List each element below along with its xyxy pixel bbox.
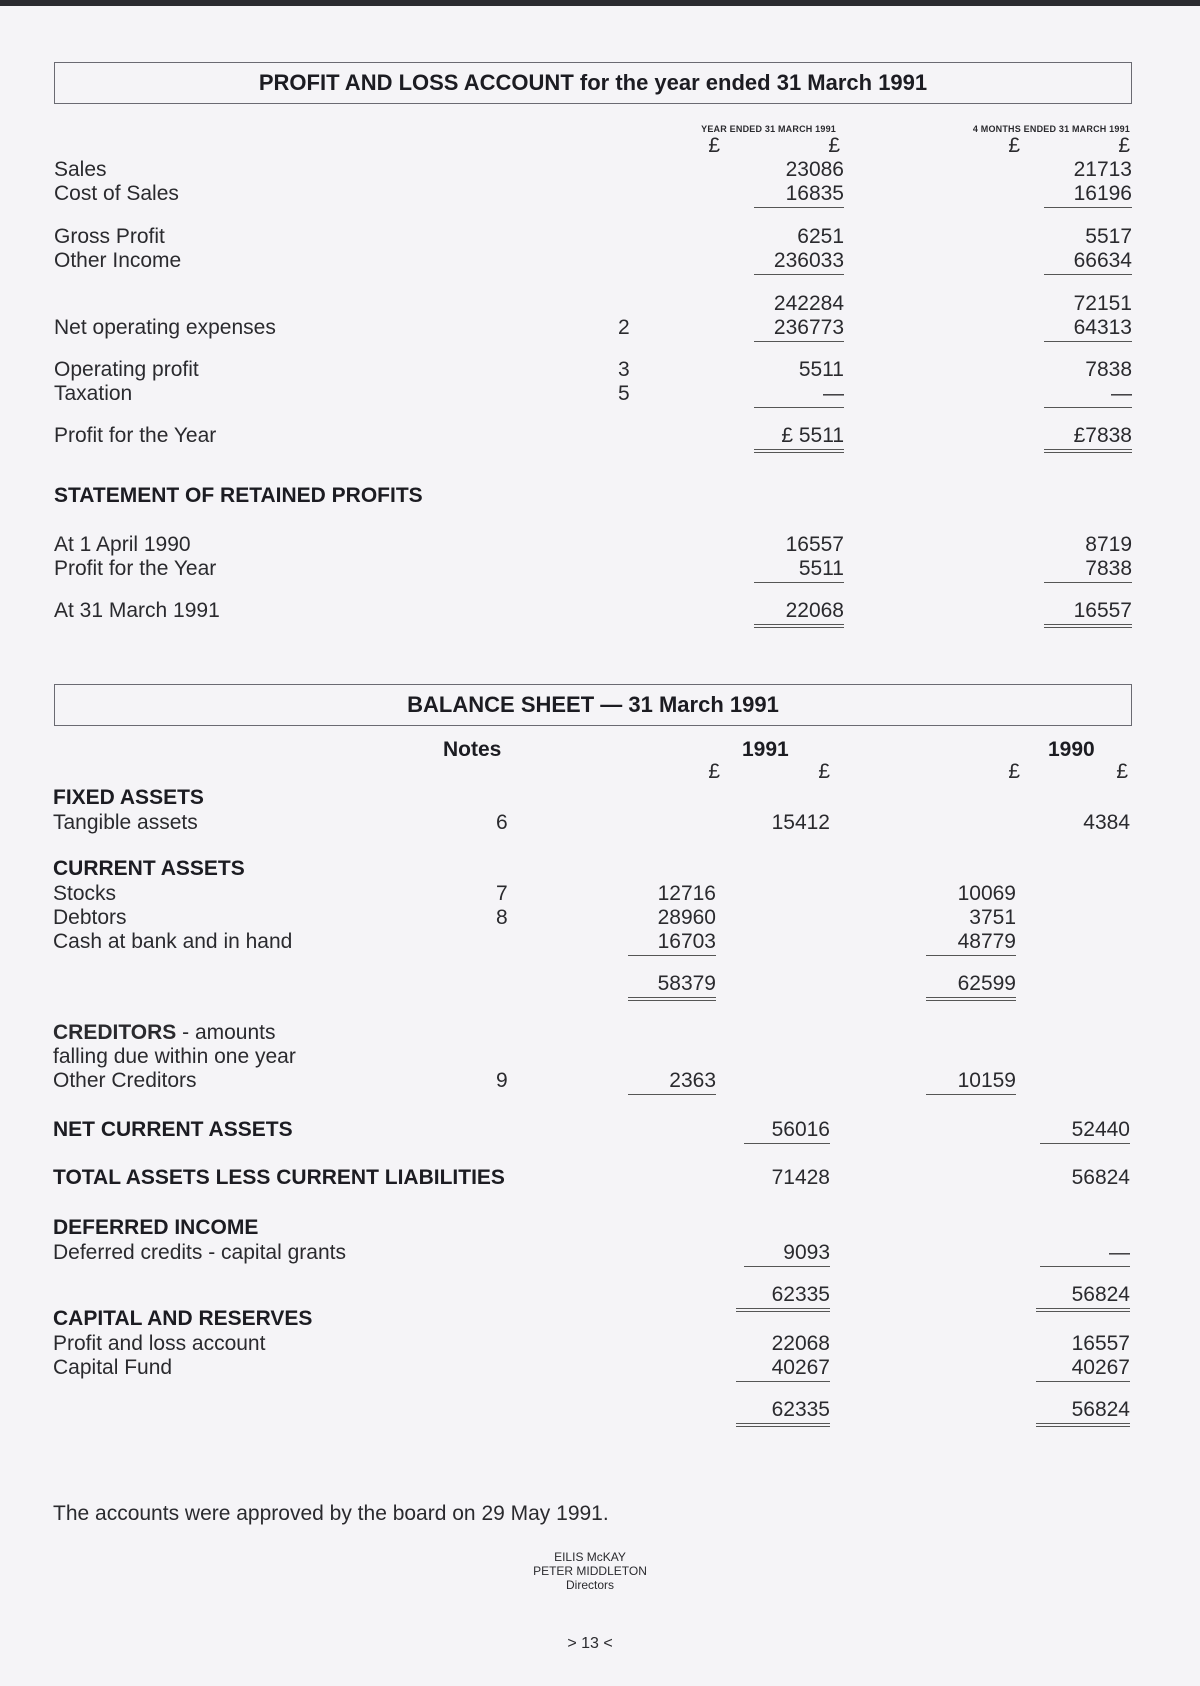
bs-title: BALANCE SHEET — 31 March 1991: [407, 692, 779, 717]
pl-title-box: [54, 62, 1132, 104]
bs-net-total-v1990: 56824: [1036, 1283, 1130, 1312]
pl-label-other-income: Other Income: [54, 249, 182, 272]
pl-currency-1b: £: [828, 134, 840, 157]
bs-total-assets-label: TOTAL ASSETS LESS CURRENT LIABILITIES: [53, 1166, 505, 1189]
bs-currency-a: £: [708, 760, 720, 783]
bs-capital-pl-v1990: 16557: [1071, 1332, 1130, 1355]
bs-deferred-v1991: 9093: [744, 1241, 830, 1267]
pl-label-taxation: Taxation: [54, 382, 133, 405]
retained-april-v1: 16557: [785, 533, 844, 556]
pl-subtotal-v1: 242284: [773, 292, 844, 315]
retained-april-v2: 8719: [1085, 533, 1132, 556]
bs-creditors-heading-rest: - amounts: [176, 1021, 276, 1044]
bs-stocks-v1990: 10069: [957, 882, 1016, 905]
director-2: PETER MIDDLETON: [533, 1564, 647, 1578]
pl-operating-profit-v2: 7838: [1085, 358, 1132, 381]
pl-col-head-1: YEAR ENDED 31 MARCH 1991: [701, 124, 836, 134]
pl-note-net-operating: 2: [618, 316, 630, 339]
bs-deferred-label: Deferred credits - capital grants: [53, 1241, 346, 1264]
bs-currency-b: £: [818, 760, 830, 783]
bs-debtors-note: 8: [496, 906, 508, 929]
bs-fixed-v1991: 15412: [771, 811, 830, 834]
bs-stocks-v1991: 12716: [657, 882, 716, 905]
bs-cash-label: Cash at bank and in hand: [53, 930, 293, 953]
bs-title-box: [54, 684, 1132, 726]
bs-fixed-label: Tangible assets: [53, 811, 198, 834]
bs-debtors-label: Debtors: [53, 906, 127, 929]
page-number: > 13 <: [567, 1635, 613, 1652]
bs-creditors-label: Other Creditors: [53, 1069, 197, 1092]
retained-label-april: At 1 April 1990: [54, 533, 191, 556]
pl-label-profit-year: Profit for the Year: [54, 424, 217, 447]
retained-label-profit: Profit for the Year: [54, 557, 217, 580]
bs-creditors-note: 9: [496, 1069, 508, 1092]
pl-label-net-operating: Net operating expenses: [54, 316, 276, 339]
bs-notes-head: Notes: [443, 738, 502, 761]
pl-label-sales: Sales: [54, 158, 107, 181]
retained-profit-v2: 7838: [1044, 557, 1132, 583]
pl-label-gross: Gross Profit: [54, 225, 165, 248]
bs-creditors-heading: CREDITORS: [53, 1021, 177, 1044]
retained-label-march: At 31 March 1991: [54, 599, 220, 622]
pl-taxation-v2: —: [1044, 382, 1132, 408]
pl-sales-v1: 23086: [785, 158, 844, 181]
pl-currency-2a: £: [1008, 134, 1020, 157]
bs-net-current-v1991: 56016: [744, 1118, 830, 1144]
bs-fixed-v1990: 4384: [1083, 811, 1130, 834]
directors-label: Directors: [565, 1578, 614, 1592]
bs-fixed-heading: FIXED ASSETS: [53, 786, 204, 809]
pl-cost-v1: 16835: [754, 182, 844, 208]
pl-sales-v2: 21713: [1073, 158, 1132, 181]
bs-creditors-v1991: 2363: [628, 1069, 716, 1095]
pl-cost-v2: 16196: [1044, 182, 1132, 208]
pl-currency-2b: £: [1118, 134, 1130, 157]
bs-capital-pl-label: Profit and loss account: [53, 1332, 266, 1355]
bs-creditors-heading-line: [53, 1021, 276, 1045]
bs-capital-pl-v1991: 22068: [771, 1332, 830, 1355]
bs-creditors-line2: falling due within one year: [53, 1045, 296, 1068]
bs-current-total-v1990: 62599: [926, 972, 1016, 1001]
bs-cash-v1991: 16703: [628, 930, 716, 956]
bs-year-1990: 1990: [1048, 738, 1095, 761]
bs-total-assets-v1991: 71428: [771, 1166, 830, 1189]
pl-net-operating-v1: 236773: [754, 316, 844, 342]
top-border: [0, 0, 1200, 6]
pl-currency-1a: £: [708, 134, 720, 157]
pl-subtotal-v2: 72151: [1073, 292, 1132, 315]
approval-text: The accounts were approved by the board on 29 May 1991.: [53, 1502, 609, 1525]
pl-other-income-v1: 236033: [754, 249, 844, 275]
pl-other-income-v2: 66634: [1044, 249, 1132, 275]
retained-profit-v1: 5511: [754, 557, 844, 583]
bs-capital-total-v1990: 56824: [1036, 1398, 1130, 1427]
pl-profit-year-v1: £ 5511: [754, 424, 844, 453]
retained-march-v2: 16557: [1044, 599, 1132, 628]
bs-net-total-v1991: 62335: [736, 1283, 830, 1312]
pl-operating-profit-v1: 5511: [798, 358, 844, 381]
bs-total-assets-v1990: 56824: [1071, 1166, 1130, 1189]
pl-title: PROFIT AND LOSS ACCOUNT for the year ended 31 March 1991: [258, 70, 928, 95]
pl-label-cost: Cost of Sales: [54, 182, 179, 205]
bs-deferred-v1990: —: [1040, 1241, 1130, 1267]
bs-capital-total-v1991: 62335: [736, 1398, 830, 1427]
pl-profit-year-v2: £7838: [1044, 424, 1132, 453]
retained-title: STATEMENT OF RETAINED PROFITS: [54, 484, 423, 507]
retained-march-v1: 22068: [754, 599, 844, 628]
bs-stocks-note: 7: [496, 882, 508, 905]
bs-stocks-label: Stocks: [53, 882, 117, 905]
pl-note-operating-profit: 3: [618, 358, 630, 381]
bs-capital-fund-v1991: 40267: [736, 1356, 830, 1382]
bs-net-current-label: NET CURRENT ASSETS: [53, 1118, 293, 1141]
bs-debtors-v1990: 3751: [969, 906, 1016, 929]
bs-capital-heading: CAPITAL AND RESERVES: [53, 1307, 313, 1330]
bs-fixed-note: 6: [496, 811, 508, 834]
pl-label-operating-profit: Operating profit: [54, 358, 199, 381]
director-1: EILIS McKAY: [554, 1550, 626, 1564]
bs-current-heading: CURRENT ASSETS: [53, 857, 245, 880]
bs-currency-c: £: [1008, 760, 1020, 783]
bs-debtors-v1991: 28960: [657, 906, 716, 929]
pl-net-operating-v2: 64313: [1044, 316, 1132, 342]
pl-col-head-2: 4 MONTHS ENDED 31 MARCH 1991: [972, 124, 1130, 134]
bs-creditors-v1990: 10159: [926, 1069, 1016, 1095]
bs-deferred-heading: DEFERRED INCOME: [53, 1216, 259, 1239]
pl-note-taxation: 5: [618, 382, 630, 405]
bs-current-total-v1991: 58379: [628, 972, 716, 1001]
bs-capital-fund-label: Capital Fund: [53, 1356, 173, 1379]
pl-taxation-v1: —: [754, 382, 844, 408]
bs-year-1991: 1991: [742, 738, 789, 761]
bs-cash-v1990: 48779: [926, 930, 1016, 956]
bs-capital-fund-v1990: 40267: [1036, 1356, 1130, 1382]
bs-currency-d: £: [1116, 760, 1128, 783]
pl-gross-v2: 5517: [1085, 225, 1132, 248]
bs-net-current-v1990: 52440: [1040, 1118, 1130, 1144]
pl-gross-v1: 6251: [797, 225, 844, 248]
